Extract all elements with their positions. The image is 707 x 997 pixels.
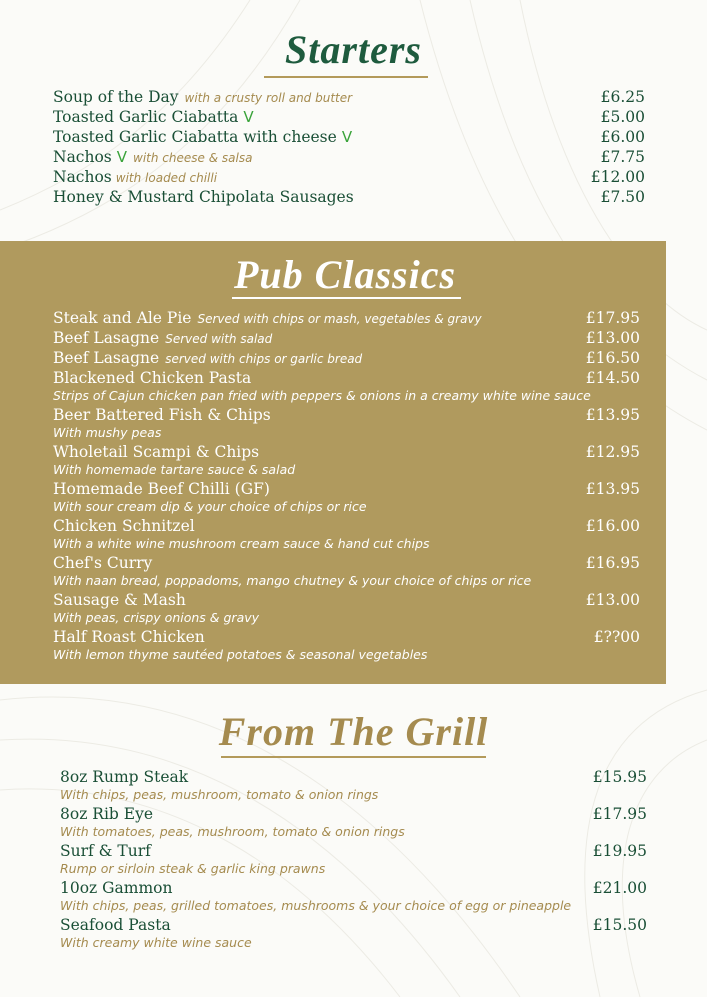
item-name: Nachos [53, 168, 112, 186]
pub-classics-title: Pub Classics [233, 252, 457, 297]
item-name: Nachos [53, 148, 112, 166]
item-price: £16.95 [585, 554, 640, 572]
item-description: with loaded chilli [115, 171, 218, 185]
item-description: Strips of Cajun chicken pan fried with peppers & onions in a creamy white wine sauce [53, 388, 591, 403]
item-name-wrap [53, 309, 482, 327]
grill-title: From The Grill [218, 709, 489, 754]
item-price: £7.75 [600, 148, 645, 166]
item-description: Served with chips or mash, vegetables & gravy [197, 312, 482, 326]
vegetarian-icon: V [116, 148, 128, 166]
item-name-wrap [53, 168, 217, 186]
item-description: With chips, peas, mushroom, tomato & onion rings [60, 787, 379, 802]
item-name: Honey & Mustard Chipolata Sausages [53, 188, 354, 206]
item-name: Seafood Pasta [60, 916, 171, 934]
item-price: £17.95 [585, 309, 640, 327]
pub-classics-title-underline [232, 297, 461, 299]
item-description: With sour cream dip & your choice of chips or rice [53, 499, 367, 514]
item-price: £16.00 [585, 517, 640, 535]
item-name-wrap [53, 108, 254, 126]
item-price: £13.95 [585, 406, 640, 424]
item-name-wrap [53, 349, 362, 367]
item-name-wrap [53, 329, 272, 347]
item-description: With a white wine mushroom cream sauce & hand cut chips [53, 536, 430, 551]
item-name: Chef's Curry [53, 554, 153, 572]
item-name-wrap [53, 148, 252, 166]
item-price: £17.95 [592, 805, 647, 823]
item-name: Beer Battered Fish & Chips [53, 406, 271, 424]
item-description: Rump or sirloin steak & garlic king prawns [60, 861, 326, 876]
item-price: £12.00 [590, 168, 645, 186]
item-description: With creamy white wine sauce [60, 935, 252, 950]
item-name: Homemade Beef Chilli (GF) [53, 480, 270, 498]
item-description: With peas, crispy onions & gravy [53, 610, 260, 625]
item-name: Steak and Ale Pie [53, 309, 192, 327]
item-price: £12.95 [585, 443, 640, 461]
vegetarian-icon: V [243, 108, 254, 126]
item-description: With lemon thyme sautéed potatoes & seasonal vegetables [53, 647, 428, 662]
item-price: £21.00 [592, 879, 647, 897]
grill-title-underline [221, 756, 486, 758]
item-description: served with chips or garlic bread [165, 352, 363, 366]
starters-title-underline [264, 76, 428, 78]
item-name-wrap [53, 128, 352, 146]
item-name: 8oz Rib Eye [60, 805, 154, 823]
item-name: 8oz Rump Steak [60, 768, 189, 786]
item-description: with a crusty roll and butter [184, 91, 353, 105]
item-name: Sausage & Mash [53, 591, 186, 609]
item-name: Chicken Schnitzel [53, 517, 195, 535]
item-price: £15.95 [592, 768, 647, 786]
item-name: Beef Lasagne [53, 349, 160, 367]
item-name: Toasted Garlic Ciabatta with cheese [53, 128, 337, 146]
item-name: Soup of the Day [53, 88, 179, 106]
item-name: Half Roast Chicken [53, 628, 205, 646]
item-price: £13.00 [585, 591, 640, 609]
item-description: With chips, peas, grilled tomatoes, mushrooms & your choice of egg or pineapple [60, 898, 572, 913]
item-price: £5.00 [600, 108, 645, 126]
item-description: With mushy peas [53, 425, 162, 440]
starters-title: Starters [285, 27, 422, 72]
item-description: With naan bread, poppadoms, mango chutney & your choice of chips or rice [53, 573, 532, 588]
item-name-wrap [53, 88, 352, 106]
item-description: With homemade tartare sauce & salad [53, 462, 296, 477]
item-price: £13.95 [585, 480, 640, 498]
item-price: £6.00 [600, 128, 645, 146]
item-name: Toasted Garlic Ciabatta [53, 108, 239, 126]
item-price: £19.95 [592, 842, 647, 860]
item-price: £??00 [593, 628, 640, 646]
item-name: Wholetail Scampi & Chips [53, 443, 260, 461]
item-price: £14.50 [585, 369, 640, 387]
vegetarian-icon: V [341, 128, 353, 146]
item-description: with cheese & salsa [133, 151, 253, 165]
item-description: Served with salad [165, 332, 273, 346]
item-price: £15.50 [592, 916, 647, 934]
item-price: £16.50 [585, 349, 640, 367]
item-name: Blackened Chicken Pasta [53, 369, 252, 387]
item-price: £6.25 [600, 88, 645, 106]
item-name: Surf & Turf [60, 842, 151, 860]
item-description: With tomatoes, peas, mushroom, tomato & onion rings [60, 824, 405, 839]
item-name: Beef Lasagne [53, 329, 160, 347]
item-price: £7.50 [600, 188, 645, 206]
item-price: £13.00 [585, 329, 640, 347]
item-name: 10oz Gammon [60, 879, 173, 897]
